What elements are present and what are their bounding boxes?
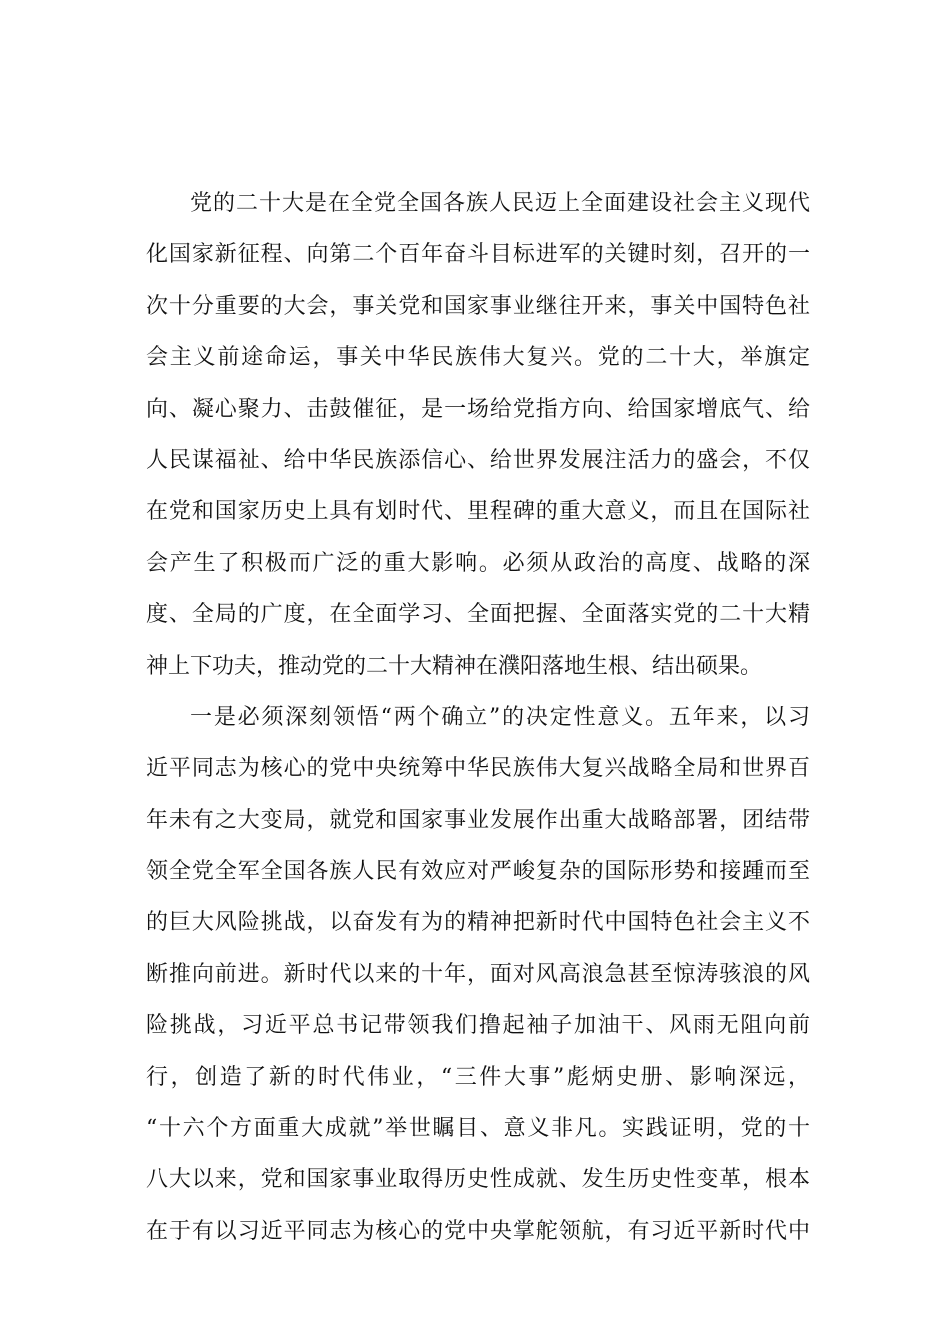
text-line: 次十分重要的大会，事关党和国家事业继往开来，事关中国特色社 [146, 293, 810, 319]
text-line: 度、全局的广度，在全面学习、全面把握、全面落实党的二十大精 [146, 602, 810, 628]
text-line: 八大以来，党和国家事业取得历史性成就、发生历史性变革，根本 [146, 1167, 810, 1193]
text-line: 险挑战，习近平总书记带领我们撸起袖子加油干、风雨无阻向前 [146, 1013, 810, 1039]
paragraph-1 [146, 178, 810, 692]
text-line: 的巨大风险挑战，以奋发有为的精神把新时代中国特色社会主义不 [146, 910, 810, 936]
text-line: 党的二十大是在全党全国各族人民迈上全面建设社会主义现代 [190, 191, 810, 216]
text-line: 一是必须深刻领悟“两个确立”的决定性意义。五年来，以习 [190, 704, 810, 730]
text-line: 行，创造了新的时代伟业，“三件大事”彪炳史册、影响深远， [146, 1064, 810, 1090]
text-line: 在党和国家历史上具有划时代、里程碑的重大意义，而且在国际社 [146, 499, 810, 525]
paragraph-2 [146, 692, 810, 1257]
text-line: 断推向前进。新时代以来的十年，面对风高浪急甚至惊涛骇浪的风 [146, 961, 810, 987]
text-line: “十六个方面重大成就”举世瞩目、意义非凡。实践证明，党的十 [146, 1116, 810, 1142]
text-line: 向、凝心聚力、击鼓催征，是一场给党指方向、给国家增底气、给 [146, 396, 810, 422]
text-line: 年未有之大变局，就党和国家事业发展作出重大战略部署，团结带 [146, 807, 810, 833]
text-line: 近平同志为核心的党中央统筹中华民族伟大复兴战略全局和世界百 [146, 756, 810, 782]
text-line: 会产生了积极而广泛的重大影响。必须从政治的高度、战略的深 [146, 550, 810, 576]
text-line: 领全党全军全国各族人民有效应对严峻复杂的国际形势和接踵而至 [146, 859, 810, 885]
text-line: 神上下功夫，推动党的二十大精神在濮阳落地生根、结出硕果。 [146, 653, 763, 679]
text-line: 化国家新征程、向第二个百年奋斗目标进军的关键时刻，召开的一 [146, 242, 810, 268]
text-line: 人民谋福祉、给中华民族添信心、给世界发展注活力的盛会，不仅 [146, 447, 810, 473]
document-body [146, 178, 810, 1257]
text-line: 在于有以习近平同志为核心的党中央掌舵领航，有习近平新时代中 [146, 1218, 810, 1244]
text-line: 会主义前途命运，事关中华民族伟大复兴。党的二十大，举旗定 [146, 345, 810, 371]
